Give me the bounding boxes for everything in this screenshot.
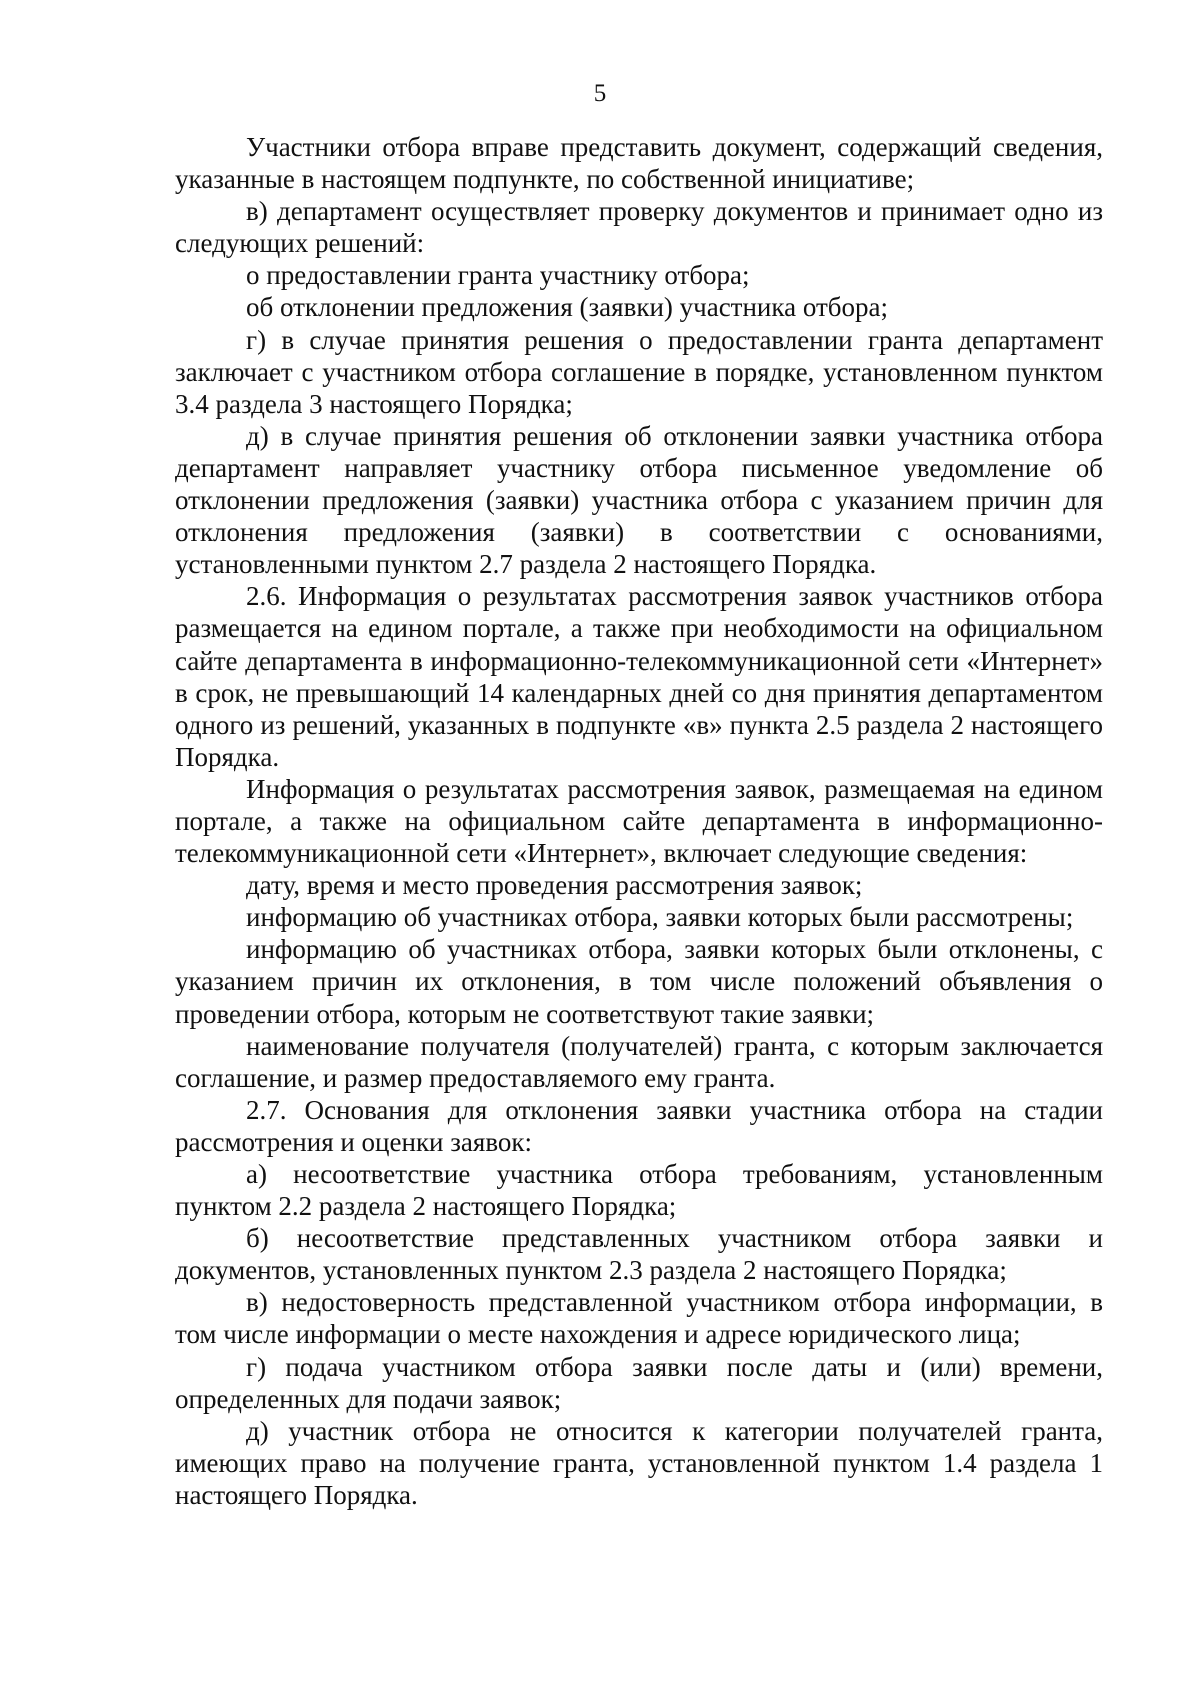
paragraph: г) в случае принятия решения о предоставлении гранта департамент заключает с участником отбора соглашение в порядке, установленном пунктом 3.4 раздела 3 настоящего Порядка; xyxy=(175,324,1103,419)
paragraph: а) несоответствие участника отбора требованиям, установленным пунктом 2.2 раздела 2 настоящего Порядка; xyxy=(175,1159,1103,1222)
paragraph: д) в случае принятия решения об отклонении заявки участника отбора департамент направляет участнику отбора письменное уведомление об отклонении предложения (заявки) участника отбора с указанием причин для отклонения предложения (заявки) в соответствии с основаниями, установленными пунктом 2.7 раздела 2 настоящего Порядка. xyxy=(175,420,1103,580)
paragraph: Информация о результатах рассмотрения заявок, размещаемая на едином портале, а также на официальном сайте департамента в информационно-телекоммуникационной сети «Интернет», включает следующие сведения: xyxy=(175,773,1103,869)
document-body xyxy=(175,131,1103,1511)
paragraph: д) участник отбора не относится к категории получателей гранта, имеющих право на получение гранта, установленной пунктом 1.4 раздела 1 настоящего Порядка. xyxy=(175,1415,1103,1510)
page-number: 5 xyxy=(593,80,607,107)
paragraph: об отклонении предложения (заявки) участника отбора; xyxy=(246,292,888,323)
paragraph: 2.7. Основания для отклонения заявки участника отбора на стадии рассмотрения и оценки заявок: xyxy=(175,1094,1103,1157)
paragraph: информацию об участниках отбора, заявки которых были рассмотрены; xyxy=(246,902,1074,933)
paragraph: о предоставлении гранта участнику отбора; xyxy=(246,260,750,291)
paragraph: наименование получателя (получателей) гранта, с которым заключается соглашение, и размер предоставляемого ему гранта. xyxy=(175,1030,1103,1093)
paragraph: дату, время и место проведения рассмотрения заявок; xyxy=(246,870,863,901)
paragraph: информацию об участниках отбора, заявки которых были отклонены, с указанием причин их отклонения, в том числе положений объявления о проведении отбора, которым не соответствуют такие заявки; xyxy=(175,934,1103,1029)
paragraph: Участники отбора вправе представить документ, содержащий сведения, указанные в настоящем подпункте, по собственной инициативе; xyxy=(175,132,1103,195)
paragraph: 2.6. Информация о результатах рассмотрения заявок участников отбора размещается на едином портале, а также при необходимости на официальном сайте департамента в информационно-телекоммуникационной сети «Интернет» в срок, не превышающий 14 календарных дней со дня принятия департаментом одного из решений, указанных в подпункте «в» пункта 2.5 раздела 2 настоящего Порядка. xyxy=(175,581,1103,772)
paragraph: в) департамент осуществляет проверку документов и принимает одно из следующих решений: xyxy=(175,196,1103,259)
paragraph: в) недостоверность представленной участником отбора информации, в том числе информации о месте нахождения и адресе юридического лица; xyxy=(175,1287,1103,1350)
paragraph: г) подача участником отбора заявки после даты и (или) времени, определенных для подачи заявок; xyxy=(175,1351,1103,1414)
paragraph: б) несоответствие представленных участником отбора заявки и документов, установленных пунктом 2.3 раздела 2 настоящего Порядка; xyxy=(175,1223,1103,1286)
